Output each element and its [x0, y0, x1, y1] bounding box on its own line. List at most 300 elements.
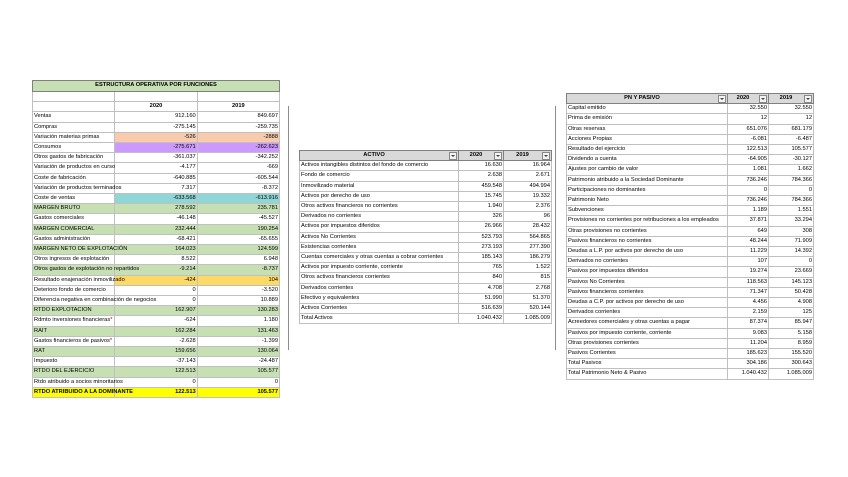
value-2019[interactable]: 32.550 [769, 104, 814, 114]
estructura-row [33, 316, 280, 326]
value-2019[interactable]: 1.085.009 [769, 369, 814, 379]
row-label[interactable]: Total Activos [300, 314, 459, 324]
row-label[interactable]: Inmovilizado material [300, 181, 459, 191]
row-label[interactable]: Acreedores comerciales y otras cuentas a pagar [567, 318, 728, 328]
row-label[interactable]: Otras reservas [567, 124, 728, 134]
row-label[interactable]: Dividendo a cuenta [567, 155, 728, 165]
activo-row [300, 232, 552, 242]
pasivo-header-row [567, 94, 814, 104]
row-label[interactable]: Resultado enajenación inmovilizado [33, 275, 115, 285]
value-2019[interactable]: 28.432 [504, 222, 552, 232]
filter-dropdown-icon[interactable] [449, 152, 457, 160]
row-label[interactable]: Prima de emisión [567, 114, 728, 124]
divider-right [555, 106, 556, 350]
row-label[interactable]: Subvenciones [567, 206, 728, 216]
estructura-row [33, 306, 280, 316]
row-label[interactable]: Activos Corrientes [300, 304, 459, 314]
row-label[interactable]: Patrimonio Neto [567, 196, 728, 206]
row-label[interactable]: Activos No Corrientes [300, 232, 459, 242]
row-label[interactable]: Coste de fabricación [33, 173, 115, 183]
value-2019[interactable]: -24.487 [197, 357, 279, 367]
row-label[interactable]: RTDO ATRIBUIDO A LA DOMINANTE [33, 387, 115, 397]
value-2020[interactable]: 0 [728, 185, 769, 195]
row-label[interactable]: Consumos [33, 143, 115, 153]
value-2019[interactable]: 10.889 [197, 296, 279, 306]
pasivo-row [567, 298, 814, 308]
value-2020[interactable]: -4.177 [115, 163, 197, 173]
row-label[interactable]: Derivados corrientes [567, 308, 728, 318]
value-2019[interactable]: 105.577 [197, 367, 279, 377]
row-label[interactable]: Total Patrimonio Neto & Pasivo [567, 369, 728, 379]
value-2019[interactable]: -669 [197, 163, 279, 173]
row-label[interactable]: Coste de ventas [33, 194, 115, 204]
activo-row [300, 161, 552, 171]
row-label[interactable]: Rdmto inversiones financieras* [33, 316, 115, 326]
value-2020[interactable]: 48.244 [728, 236, 769, 246]
value-2019[interactable]: -605.544 [197, 173, 279, 183]
pasivo-row [567, 155, 814, 165]
estructura-row [33, 275, 280, 285]
value-2020[interactable]: 11.229 [728, 247, 769, 257]
value-2019[interactable]: 51.370 [504, 293, 552, 303]
row-label[interactable]: Ajustes por cambio de valor [567, 165, 728, 175]
row-label[interactable]: MARGEN BRUTO [33, 204, 115, 214]
value-2019[interactable]: 0 [197, 377, 279, 387]
value-2020[interactable]: 185.623 [728, 349, 769, 359]
estructura-row [33, 387, 280, 397]
filter-dropdown-icon[interactable] [542, 152, 550, 160]
value-2019[interactable]: -8.737 [197, 265, 279, 275]
value-2019[interactable]: 5.158 [769, 328, 814, 338]
value-2019[interactable]: 564.865 [504, 232, 552, 242]
value-2019[interactable]: 815 [504, 273, 552, 283]
pasivo-row [567, 287, 814, 297]
value-2019[interactable]: -1.399 [197, 336, 279, 346]
row-label[interactable]: Pasivos Corrientes [567, 349, 728, 359]
value-2019[interactable]: 0 [769, 257, 814, 267]
value-2020[interactable]: 122.513 [115, 387, 197, 397]
value-2020[interactable]: 37.871 [728, 216, 769, 226]
value-2019[interactable]: -6.487 [769, 134, 814, 144]
value-2020[interactable]: 9.083 [728, 328, 769, 338]
value-2020[interactable]: 651.076 [728, 124, 769, 134]
value-2019[interactable]: 131.463 [197, 326, 279, 336]
row-label[interactable]: RTDO DEL EJERCICIO [33, 367, 115, 377]
value-2019[interactable]: 50.428 [769, 287, 814, 297]
row-label[interactable]: Pasivos financieros no corrientes [567, 236, 728, 246]
pasivo-row [567, 236, 814, 246]
value-2019[interactable]: -8.372 [197, 183, 279, 193]
estructura-title: ESTRUCTURA OPERATIVA POR FUNCIONES [33, 81, 280, 92]
activo-row [300, 273, 552, 283]
row-label[interactable]: Otros gastos de fabricación [33, 153, 115, 163]
value-2019[interactable]: 130.283 [197, 306, 279, 316]
value-2020[interactable]: 1.189 [728, 206, 769, 216]
activo-row [300, 191, 552, 201]
activo-row [300, 242, 552, 252]
value-2019[interactable]: 125 [769, 308, 814, 318]
pasivo-row [567, 165, 814, 175]
value-2019[interactable]: -45.527 [197, 214, 279, 224]
value-2020[interactable]: 304.186 [728, 359, 769, 369]
row-label[interactable]: Diferencia negativa en combinación de negocios [33, 296, 115, 306]
value-2020[interactable]: 107 [728, 257, 769, 267]
row-label[interactable]: Derivados corrientes [300, 283, 459, 293]
row-label[interactable]: RAIT [33, 326, 115, 336]
row-label[interactable]: Participaciones no dominantes [567, 185, 728, 195]
value-2020[interactable]: 16.630 [459, 161, 504, 171]
row-label[interactable]: Gastos financieros de pasivos* [33, 336, 115, 346]
estructura-row [33, 255, 280, 265]
activo-row [300, 314, 552, 324]
activo-header-row [300, 151, 552, 161]
pasivo-row [567, 369, 814, 379]
value-2019[interactable]: -259.735 [197, 122, 279, 132]
row-label[interactable]: Capital emitido [567, 104, 728, 114]
estructura-row [33, 153, 280, 163]
value-2019[interactable]: -65.655 [197, 234, 279, 244]
pasivo-row [567, 196, 814, 206]
value-2020[interactable]: 122.513 [728, 145, 769, 155]
estructura-operativa-table [32, 80, 280, 398]
value-2020[interactable]: 912.160 [115, 112, 197, 122]
pasivo-row [567, 114, 814, 124]
value-2020[interactable]: 164.023 [115, 245, 197, 255]
activo-title: ACTIVO [363, 152, 385, 158]
pasivo-row [567, 124, 814, 134]
value-2019[interactable]: 16.964 [504, 161, 552, 171]
activo-row [300, 304, 552, 314]
filter-dropdown-icon[interactable] [718, 95, 726, 103]
row-label[interactable]: Ventas [33, 112, 115, 122]
value-2020[interactable]: 459.548 [459, 181, 504, 191]
value-2019[interactable]: 849.697 [197, 112, 279, 122]
asterisk-mark: * [110, 317, 113, 324]
value-2019[interactable]: 145.123 [769, 277, 814, 287]
pasivo-table [566, 93, 814, 380]
row-label[interactable]: Derivados no corrientes [567, 257, 728, 267]
activo-row [300, 181, 552, 191]
row-label[interactable]: MARGEN COMERCIAL [33, 224, 115, 234]
value-2020[interactable]: 4.456 [728, 298, 769, 308]
value-2020[interactable]: -361.037 [115, 153, 197, 163]
value-2020[interactable]: 516.639 [459, 304, 504, 314]
value-2019[interactable]: 1.522 [504, 263, 552, 273]
value-2019[interactable]: 2.768 [504, 283, 552, 293]
row-label[interactable]: Compras [33, 122, 115, 132]
divider-left [288, 106, 289, 350]
value-2020[interactable]: 19.274 [728, 267, 769, 277]
value-2019[interactable]: -2888 [197, 132, 279, 142]
value-2020[interactable]: 2.638 [459, 171, 504, 181]
estructura-row [33, 132, 280, 142]
value-2019[interactable]: 2.376 [504, 202, 552, 212]
value-2020[interactable]: -640.885 [115, 173, 197, 183]
value-2019[interactable]: -30.127 [769, 155, 814, 165]
value-2019[interactable]: 4.908 [769, 298, 814, 308]
value-2020[interactable]: 185.143 [459, 253, 504, 263]
value-2020[interactable]: 0 [115, 296, 197, 306]
value-2019[interactable]: 1.180 [197, 316, 279, 326]
row-label[interactable]: Efectivo y equivalentes [300, 293, 459, 303]
row-label[interactable]: Rtdo atribuido a socios minoritarios [33, 377, 115, 387]
value-2019[interactable]: 277.390 [504, 242, 552, 252]
row-label[interactable]: Variación de productos terminados [33, 183, 115, 193]
value-2020[interactable]: 2.159 [728, 308, 769, 318]
row-label[interactable]: Provisiones no corrientes por retribuciones a los empleados [567, 216, 728, 226]
value-2020[interactable]: -633.568 [115, 194, 197, 204]
activo-col-2020[interactable]: 2020 [459, 151, 504, 161]
value-2020[interactable]: 122.513 [115, 367, 197, 377]
value-2020[interactable]: -275.145 [115, 122, 197, 132]
value-2020[interactable]: 736.246 [728, 196, 769, 206]
row-label[interactable]: Existencias corrientes [300, 242, 459, 252]
row-label[interactable]: Otros gastos de explotación no repartidos [33, 265, 115, 275]
value-2020[interactable]: -275.671 [115, 143, 197, 153]
row-label[interactable]: Pasivos financieros corrientes [567, 287, 728, 297]
pasivo-col-2019[interactable]: 2019 [769, 94, 814, 104]
pasivo-row [567, 359, 814, 369]
activo-row [300, 202, 552, 212]
row-label[interactable]: MARGEN NETO DE EXPLOTACIÓN [33, 245, 115, 255]
value-2020[interactable]: 26.966 [459, 222, 504, 232]
value-2020[interactable]: 32.550 [728, 104, 769, 114]
value-2020[interactable]: 71.347 [728, 287, 769, 297]
value-2020[interactable]: 840 [459, 273, 504, 283]
value-2020[interactable]: 232.444 [115, 224, 197, 234]
value-2019[interactable]: -262.623 [197, 143, 279, 153]
value-2019[interactable]: 520.144 [504, 304, 552, 314]
value-2019[interactable]: 784.366 [769, 175, 814, 185]
value-2019[interactable]: 71.909 [769, 236, 814, 246]
pasivo-row [567, 308, 814, 318]
row-label[interactable]: Activos por impuesto corriente, corriente [300, 263, 459, 273]
pasivo-row [567, 318, 814, 328]
value-2020[interactable]: -46.148 [115, 214, 197, 224]
value-2020[interactable]: 159.656 [115, 347, 197, 357]
value-2020[interactable]: 326 [459, 212, 504, 222]
pasivo-row [567, 226, 814, 236]
activo-row [300, 263, 552, 273]
value-2020[interactable]: 273.193 [459, 242, 504, 252]
activo-col-2019[interactable]: 2019 [504, 151, 552, 161]
value-2019[interactable]: 1.662 [769, 165, 814, 175]
value-2019[interactable]: 300.643 [769, 359, 814, 369]
value-2019[interactable]: 681.179 [769, 124, 814, 134]
pasivo-row [567, 216, 814, 226]
value-2020[interactable]: 649 [728, 226, 769, 236]
row-label[interactable]: Otros activos financieros no corrientes [300, 202, 459, 212]
estructura-row [33, 265, 280, 275]
row-label[interactable]: Impuesto [33, 357, 115, 367]
value-2020[interactable]: 1.081 [728, 165, 769, 175]
pasivo-row [567, 185, 814, 195]
value-2020[interactable]: 765 [459, 263, 504, 273]
row-label[interactable]: Activos por impuestos diferidos [300, 222, 459, 232]
estructura-title-row [33, 81, 280, 92]
value-2020[interactable]: 12 [728, 114, 769, 124]
value-2019[interactable]: -3.520 [197, 285, 279, 295]
row-label[interactable]: Patrimonio atribuido a la Sociedad Dominante [567, 175, 728, 185]
asterisk-mark: * [109, 337, 113, 344]
estructura-row [33, 357, 280, 367]
value-2019[interactable]: 124.599 [197, 245, 279, 255]
estructura-row [33, 122, 280, 132]
value-2020[interactable]: 8.522 [115, 255, 197, 265]
value-2019[interactable]: -613.916 [197, 194, 279, 204]
filter-dropdown-icon[interactable] [804, 95, 812, 103]
value-2019[interactable]: 8.959 [769, 338, 814, 348]
value-2019[interactable]: 14.392 [769, 247, 814, 257]
value-2019[interactable]: 155.520 [769, 349, 814, 359]
row-label[interactable]: Otras provisiones corrientes [567, 338, 728, 348]
value-2020[interactable]: 4.708 [459, 283, 504, 293]
value-2020[interactable]: -64.905 [728, 155, 769, 165]
row-label[interactable]: Variación materias primas [33, 132, 115, 142]
value-2020[interactable]: -526 [115, 132, 197, 142]
activo-row [300, 222, 552, 232]
value-2019[interactable]: 235.781 [197, 204, 279, 214]
activo-row [300, 212, 552, 222]
value-2020[interactable]: 162.284 [115, 326, 197, 336]
value-2020[interactable]: 11.204 [728, 338, 769, 348]
value-2020[interactable]: 1.940 [459, 202, 504, 212]
row-label[interactable]: Gastos administración [33, 234, 115, 244]
row-label[interactable]: Pasivos No Corrientes [567, 277, 728, 287]
estructura-row [33, 214, 280, 224]
estructura-blank-row [33, 92, 280, 102]
row-label[interactable]: Gastos comerciales [33, 214, 115, 224]
pasivo-col-2020[interactable]: 2020 [728, 94, 769, 104]
value-2019[interactable]: 308 [769, 226, 814, 236]
value-2020[interactable]: 0 [115, 377, 197, 387]
activo-header-cell[interactable] [300, 151, 459, 161]
value-2019[interactable]: 85.947 [769, 318, 814, 328]
value-2019[interactable]: 1.085.009 [504, 314, 552, 324]
value-2019[interactable]: -342.252 [197, 153, 279, 163]
value-2019[interactable]: 2.671 [504, 171, 552, 181]
pasivo-row [567, 104, 814, 114]
estructura-row [33, 163, 280, 173]
row-label[interactable]: Deudas a L.P. por activos por derecho de uso [567, 247, 728, 257]
value-2020[interactable]: 7.317 [115, 183, 197, 193]
value-2020[interactable]: -2.628 [115, 336, 197, 346]
estructura-row [33, 377, 280, 387]
row-label[interactable]: Activos intangibles distintos del fondo de comercio [300, 161, 459, 171]
row-label[interactable]: Deudas a C.P. por activos por derecho de uso [567, 298, 728, 308]
row-label[interactable]: Cuentas comerciales y otras cuentas a cobrar corrientes [300, 253, 459, 263]
row-label[interactable]: Resultado del ejercicio [567, 145, 728, 155]
row-label[interactable]: RAT [33, 347, 115, 357]
pasivo-row [567, 145, 814, 155]
estructura-row [33, 285, 280, 295]
estructura-row [33, 326, 280, 336]
value-2019[interactable]: 104 [197, 275, 279, 285]
row-label[interactable]: Derivados no corrientes [300, 212, 459, 222]
activo-table [299, 150, 552, 324]
value-2019[interactable]: 0 [769, 185, 814, 195]
value-2019[interactable]: 784.366 [769, 196, 814, 206]
row-label[interactable]: Deterioro fondo de comercio [33, 285, 115, 295]
value-2019[interactable]: 33.294 [769, 216, 814, 226]
value-2019[interactable]: 23.669 [769, 267, 814, 277]
value-2019[interactable]: 186.279 [504, 253, 552, 263]
value-2020[interactable]: 1.040.432 [459, 314, 504, 324]
row-label[interactable]: Otras provisiones no corrientes [567, 226, 728, 236]
value-2020[interactable]: -424 [115, 275, 197, 285]
value-2019[interactable]: 190.254 [197, 224, 279, 234]
value-2020[interactable]: -37.143 [115, 357, 197, 367]
value-2019[interactable]: 12 [769, 114, 814, 124]
pasivo-row [567, 349, 814, 359]
value-2020[interactable]: 1.040.432 [728, 369, 769, 379]
activo-row [300, 253, 552, 263]
value-2020[interactable]: -68.421 [115, 234, 197, 244]
estructura-row [33, 245, 280, 255]
estructura-row [33, 224, 280, 234]
value-2020[interactable]: 736.246 [728, 175, 769, 185]
filter-dropdown-icon[interactable] [494, 152, 502, 160]
row-label[interactable]: Variación de productos en curso [33, 163, 115, 173]
value-2020[interactable]: 523.793 [459, 232, 504, 242]
pasivo-header-cell[interactable] [567, 94, 728, 104]
value-2020[interactable]: 0 [115, 285, 197, 295]
pasivo-row [567, 338, 814, 348]
value-2019[interactable]: 105.577 [197, 387, 279, 397]
value-2020[interactable]: 162.907 [115, 306, 197, 316]
value-2020[interactable]: -6.081 [728, 134, 769, 144]
value-2019[interactable]: 96 [504, 212, 552, 222]
row-label[interactable]: Acciones Propias [567, 134, 728, 144]
pasivo-row [567, 247, 814, 257]
activo-row [300, 293, 552, 303]
pasivo-row [567, 175, 814, 185]
row-label[interactable]: Fondo de comercio [300, 171, 459, 181]
value-2019[interactable]: 130.064 [197, 347, 279, 357]
value-2020[interactable]: 118.563 [728, 277, 769, 287]
value-2019[interactable]: 6.948 [197, 255, 279, 265]
row-label[interactable]: Pasivos por impuestos diferidos [567, 267, 728, 277]
value-2020[interactable]: -624 [115, 316, 197, 326]
estructura-row [33, 336, 280, 346]
row-label[interactable]: Total Pasivos [567, 359, 728, 369]
filter-dropdown-icon[interactable] [759, 95, 767, 103]
estructura-row [33, 183, 280, 193]
value-2019[interactable]: 1.551 [769, 206, 814, 216]
estructura-row [33, 204, 280, 214]
value-2020[interactable]: 15.745 [459, 191, 504, 201]
pasivo-title: PN Y PASIVO [624, 95, 660, 101]
value-2020[interactable]: -9.214 [115, 265, 197, 275]
row-label[interactable]: Activos por derecho de uso [300, 191, 459, 201]
estructura-row [33, 112, 280, 122]
row-label[interactable]: RTDO EXPLOTACION [33, 306, 115, 316]
value-2019[interactable]: 494.994 [504, 181, 552, 191]
value-2019[interactable]: 105.577 [769, 145, 814, 155]
value-2020[interactable]: 278.592 [115, 204, 197, 214]
estructura-row [33, 367, 280, 377]
estructura-col-2020: 2020 [115, 102, 197, 112]
value-2020[interactable]: 51.990 [459, 293, 504, 303]
row-label[interactable]: Pasivos por impuesto corriente, corriente [567, 328, 728, 338]
estructura-row [33, 143, 280, 153]
estructura-header-row [33, 102, 280, 112]
value-2020[interactable]: 87.374 [728, 318, 769, 328]
value-2019[interactable]: 19.332 [504, 191, 552, 201]
row-label[interactable]: Otros ingresos de explotación [33, 255, 115, 265]
row-label[interactable]: Otros activos financieros corrientes [300, 273, 459, 283]
pasivo-row [567, 277, 814, 287]
